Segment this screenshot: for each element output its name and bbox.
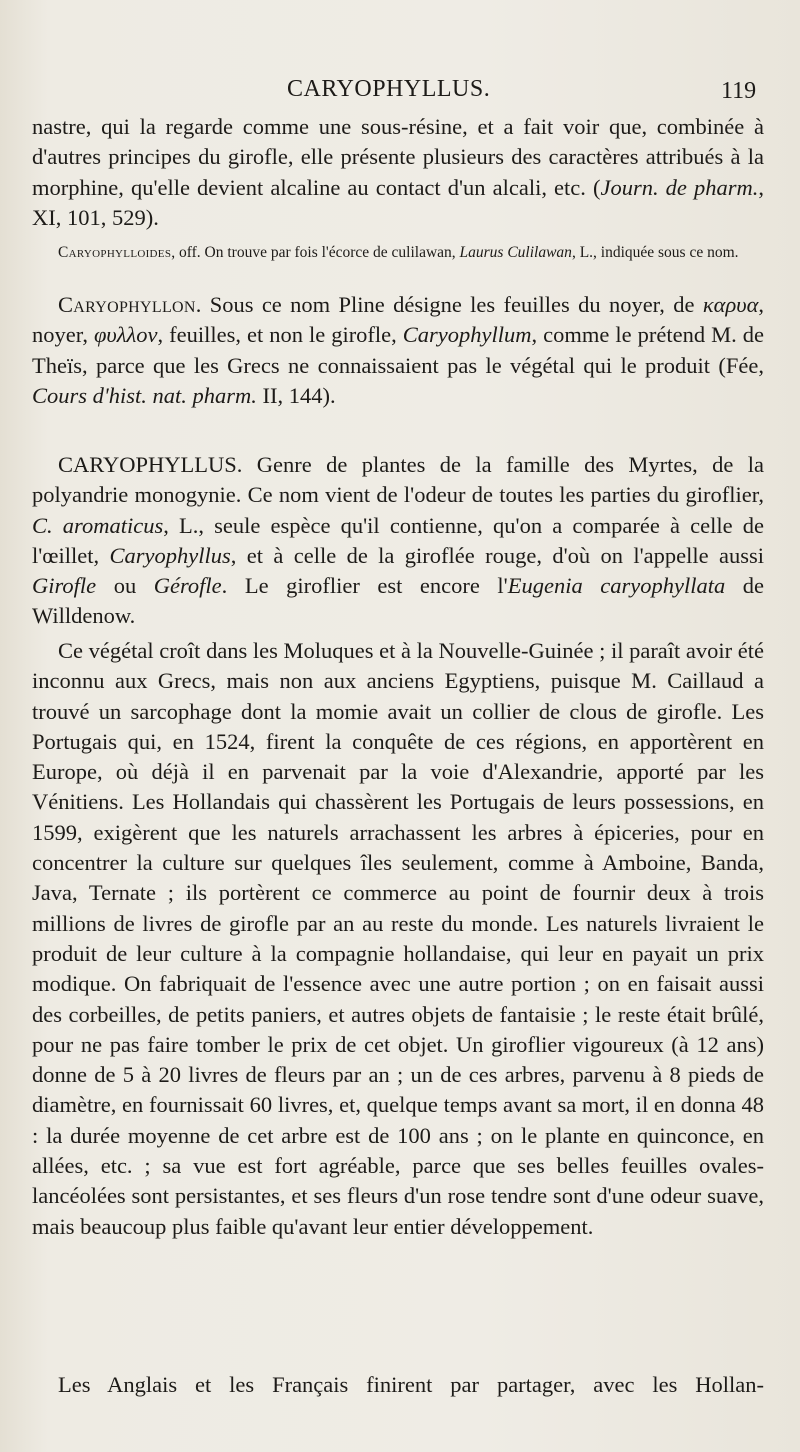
latin-name: C. aromaticus bbox=[32, 512, 164, 538]
paragraph-history bbox=[32, 636, 764, 1242]
common-name: Girofle bbox=[32, 573, 97, 599]
entry-text: , feuilles, et non le girofle, bbox=[157, 322, 403, 348]
common-name: Gérofle bbox=[153, 573, 222, 599]
entry-text: , comme le prétend M. de Theïs, parce que les Grecs ne connaissaient pas le végétal qui le produit (Fée, bbox=[32, 322, 764, 378]
entry-term: Caryophylloides bbox=[58, 244, 172, 261]
entry-text: , et à celle de la giroflée rouge, d'où on l'appelle aussi bbox=[230, 542, 764, 568]
entry-text-end: II, 144). bbox=[256, 382, 336, 408]
entry-caryophyllus bbox=[32, 450, 764, 632]
paragraph-continuation bbox=[32, 112, 764, 233]
running-title: CARYOPHYLLUS. bbox=[287, 76, 491, 102]
entry-text-end: de Willdenow. bbox=[32, 573, 764, 629]
entry-term: CARYOPHYLLUS bbox=[58, 452, 237, 477]
paragraph-text: nastre, qui la regarde comme une sous-résine, et a fait voir que, combinée à d'autres principes du girofle, elle présente plusieurs des caractères attribués à la morphine, qu'elle devient alcaline au contact d'un alcali, etc. ( bbox=[32, 114, 764, 200]
paragraph-text: Les Anglais et les Français finirent par partager, avec les Hollan- bbox=[58, 1372, 764, 1397]
entry-text: . Le giroflier est encore l' bbox=[221, 573, 508, 599]
paragraph-text: Ce végétal croît dans les Moluques et à la Nouvelle-Guinée ; il paraît avoir été inconnu aux Grecs, mais non aux anciens Egyptiens, puisque M. Caillaud a trouvé un sarcophage dont la momie avait un collier de clous de girofle. Les Portugais qui, en 1524, firent la conquête de ces régions, en apportèrent en Europe, où déjà il en parvenait par la voie d'Alexandrie, apporté par les Vénitiens. Les Hollandais qui chassèrent les Portugais de leurs possessions, en 1599, exigèrent que les naturels arrachassent les arbres à épiceries, pour en concentrer la culture sur quelques îles seulement, comme à Amboine, Banda, Java, Ternate ; ils portèrent ce commerce au point de fournir deux à trois millions de livres de girofle par an au reste du monde. Les naturels livraient le produit de leur culture à la compagnie hollandaise, qui leur en payait un prix modique. On fabriquait de l'essence avec une autre portion ; on en faisait aussi des corbeilles, de petits paniers, et autres objets de fantaisie ; le reste était brûlé, pour ne pas faire tomber le prix de cet objet. Un giroflier vigoureux (à 12 ans) donne de 5 à 20 livres de fleurs par an ; un de ces arbres, parvenu à 8 pieds de diamètre, en fournissait 60 livres, et, quelque temps avant sa mort, il en donna 48 : la durée moyenne de cet arbre est de 100 ans ; on le plante en quinconce, en allées, etc. ; sa vue est fort agréable, parce que ses belles feuilles ovales-lancéolées sont persistantes, et ses fleurs d'un rose tendre sont d'une odeur suave, mais beaucoup plus faible qu'avant leur entier développement. bbox=[32, 638, 765, 1239]
latin-name: Laurus Culilawan bbox=[459, 244, 572, 261]
entry-text: , L., seule espèce qu'il contienne, qu'on a comparée à celle de l'œillet, bbox=[32, 512, 764, 568]
latin-name: Eugenia caryophyllata bbox=[507, 573, 726, 599]
book-reference: Cours d'hist. nat. pharm. bbox=[32, 382, 257, 408]
entry-text: . Genre de plantes de la famille des Myrtes, de la polyandrie monogynie. Ce nom vient de l'odeur de toutes les parties du giroflier, bbox=[32, 452, 764, 508]
latin-name: Caryophyllus bbox=[109, 542, 231, 568]
entry-text: , noyer, bbox=[32, 292, 764, 348]
greek-word: φυλλον bbox=[93, 322, 158, 348]
entry-text-end: , L., indiquée sous ce nom. bbox=[571, 244, 739, 261]
latin-name: Caryophyllum bbox=[402, 322, 532, 348]
journal-reference: Journ. de pharm. bbox=[600, 174, 759, 200]
entry-caryophylloides bbox=[32, 240, 764, 265]
page-header bbox=[0, 76, 800, 110]
reference-volume: , XI, 101, 529). bbox=[32, 174, 765, 230]
entry-text: , off. On trouve par fois l'écorce de culilawan, bbox=[171, 244, 460, 261]
greek-word: καρυα bbox=[702, 292, 759, 317]
entry-text: ou bbox=[96, 573, 154, 599]
entry-text: . Sous ce nom Pline désigne les feuilles du noyer, de bbox=[195, 292, 703, 317]
paragraph-final bbox=[32, 1370, 764, 1400]
entry-caryophyllon bbox=[32, 290, 764, 411]
entry-term: Caryophyllon bbox=[58, 292, 196, 317]
page-number: 119 bbox=[721, 78, 757, 104]
